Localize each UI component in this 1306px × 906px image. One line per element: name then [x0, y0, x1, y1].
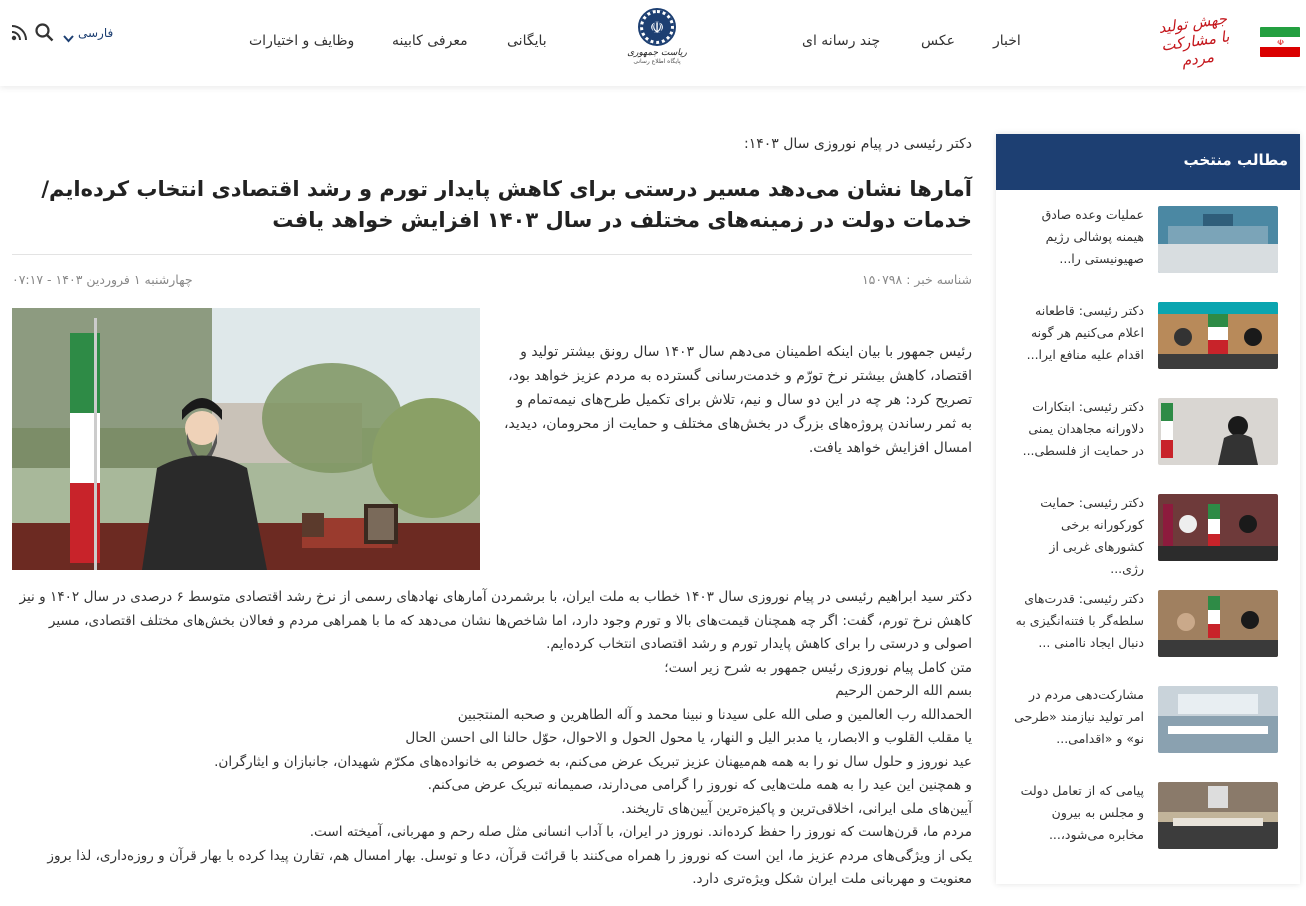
sidebar-item[interactable] — [1014, 590, 1300, 658]
divider — [12, 254, 972, 255]
featured-sidebar — [996, 134, 1300, 884]
sidebar-thumbnail[interactable] — [1158, 398, 1278, 465]
body-paragraph: عید نوروز و حلول سال نو را به همه هم‌میهنان عزیز تبریک عرض می‌کنم، به خصوص به خانواده‌های مکرّم شهیدان، جانبازان و ایثارگران. — [214, 753, 972, 770]
sidebar-item[interactable] — [1014, 302, 1300, 370]
body-paragraph: بسم الله الرحمن الرحیم — [835, 683, 972, 699]
body-paragraph: الحمدالله رب العالمین و صلی الله علی سیدنا و نبینا محمد و آله الطاهرین و صحبه المنتجبین — [457, 706, 972, 723]
publish-date: چهارشنبه ۱ فروردین ۱۴۰۳ - ۰۷:۱۷ — [12, 272, 193, 287]
nav-duties[interactable]: وظایف و اختیارات — [249, 33, 355, 49]
emblem-icon: ☫ — [640, 10, 674, 44]
sidebar-item-text[interactable]: دکتر رئیسی: ابتکارات دلاورانه مجاهدان یمنی در حمایت از فلسطی... — [1022, 399, 1144, 458]
sidebar-item[interactable] — [1014, 686, 1300, 754]
sidebar-item-text[interactable]: دکتر رئیسی: قاطعانه اعلام می‌کنیم هر گونه اقدام علیه منافع ایرا... — [1026, 303, 1144, 362]
news-id: شناسه خبر : ۱۵۰۷۹۸ — [861, 272, 972, 287]
site-header — [0, 0, 1306, 86]
sidebar-thumbnail[interactable] — [1158, 686, 1278, 753]
search-icon[interactable] — [35, 23, 54, 46]
sidebar-item-text[interactable]: دکتر رئیسی: قدرت‌های سلطه‌گر با فتنه‌انگیزی به دنبال ایجاد ناامنی ... — [1015, 591, 1144, 650]
sidebar-item-text[interactable]: عملیات وعده صادق هیمنه پوشالی رژیم صهیونیستی را... — [1041, 207, 1144, 266]
emblem-title: ریاست جمهوری — [627, 48, 687, 58]
nav-archive[interactable]: بایگانی — [507, 33, 547, 49]
sidebar-thumbnail[interactable] — [1158, 302, 1278, 369]
sidebar-item[interactable] — [1014, 494, 1300, 576]
body-paragraph: مردم ما، قرن‌هاست که نوروز را حفظ کرده‌اند. نوروز در ایران، با آداب انسانی مثل صله رحم و مهربانی، آمیخته است. — [309, 824, 972, 840]
body-paragraph: یا مقلب القلوب و الابصار، یا مدبر الیل و النهار، یا محول الحول و الاحوال، حوّل حالنا الی احسن الحال — [405, 730, 972, 746]
body-paragraph: یکی از ویژگی‌های مردم عزیز ما، این است که نوروز را همراه می‌کنند با قرائت قرآن، دعا و توسل. بهار امسال هم، تقارن پیدا کرده با بهار قرآن و روزه‌داری، لذا بروز معنویت و مهربانی ملت ایران شکل ویژه‌تری دارد. — [47, 847, 972, 887]
sidebar-thumbnail[interactable] — [1158, 782, 1278, 849]
language-selector[interactable]: فارسی — [78, 26, 114, 40]
slogan-logo[interactable]: جهش تولید با مشارکت مردم — [1157, 9, 1231, 71]
presidency-emblem-logo[interactable] — [627, 10, 687, 78]
sidebar-thumbnail[interactable] — [1158, 494, 1278, 561]
body-paragraph: آیین‌های ملی ایرانی، اخلاقی‌ترین و پاکیزه‌ترین آیین‌های تاریخند. — [621, 800, 972, 817]
nav-photos[interactable]: عکس — [921, 33, 955, 49]
body-paragraph: و همچنین این عید را به همه ملت‌هایی که نوروز را گرامی می‌دارند، صمیمانه تبریک عرض می‌کنم. — [427, 777, 972, 793]
chevron-down-icon[interactable] — [63, 28, 74, 47]
article-kicker: دکتر رئیسی در پیام نوروزی سال ۱۴۰۳: — [744, 136, 972, 152]
sidebar-item-text[interactable]: دکتر رئیسی: حمایت کورکورانه برخی کشورهای غربی از رژی... — [1040, 495, 1144, 576]
sidebar-title: مطالب منتخب — [996, 134, 1300, 190]
rss-icon[interactable] — [11, 24, 28, 45]
sidebar-item[interactable] — [1014, 206, 1300, 274]
article-title: آمارها نشان می‌دهد مسیر درستی برای کاهش پایدار تورم و رشد اقتصادی انتخاب کرده‌ایم/ خدمات دولت در زمینه‌های مختلف در سال ۱۴۰۳ افزایش خواهد یافت — [41, 177, 972, 232]
article-photo[interactable] — [12, 308, 480, 570]
sidebar-thumbnail[interactable] — [1158, 206, 1278, 273]
sidebar-item-text[interactable]: پیامی که از تعامل دولت و مجلس به بیرون مخابره می‌شود،... — [1020, 783, 1144, 842]
article-lead: رئیس جمهور با بیان اینکه اطمینان می‌دهم سال ۱۴۰۳ سال رونق بیشتر تولید و اقتصاد، کاهش بیشتر نرخ تورّم و خدمت‌رسانی گسترده به مردم عزیز خواهد بود، تصریح کرد: هر چه در این دو سال و نیم، تلاش برای تکمیل طرح‌های نیمه‌تمام و به ثمر رساندن پروژه‌های بزرگ در بخش‌های مختلف و حمایت از محرومان، دیدید، امسال افزایش خواهد یافت. — [504, 344, 972, 456]
article-body — [12, 586, 972, 892]
nav-cabinet[interactable]: معرفی کابینه — [392, 33, 468, 49]
nav-multimedia[interactable]: چند رسانه ای — [802, 33, 881, 49]
emblem-subtitle: پایگاه اطلاع رسانی — [633, 58, 681, 65]
nav-news[interactable]: اخبار — [993, 33, 1021, 49]
body-paragraph: متن کامل پیام نوروزی رئیس جمهور به شرح زیر است؛ — [664, 659, 972, 676]
sidebar-thumbnail[interactable] — [1158, 590, 1278, 657]
sidebar-item-text[interactable]: مشارکت‌دهی مردم در امر تولید نیازمند «طرحی نو» و «اقدامی... — [1014, 687, 1144, 746]
iran-flag-icon: ☫ — [1260, 27, 1300, 57]
sidebar-item[interactable] — [1014, 782, 1300, 850]
body-paragraph: دکتر سید ابراهیم رئیسی در پیام نوروزی سال ۱۴۰۳ خطاب به ملت ایران، با برشمردن آمارهای نهادهای رسمی از نرخ رشد اقتصادی متوسط ۶ درصدی در سال ۱۴۰۲ و نیز کاهش نرخ تورم، گفت: اگر چه همچنان قیمت‌های بالا و تورم وجود دارد، اما شاخص‌ها نشان می‌دهد که ما با همراهی مردم و فعالان بخش‌های مختلف اقتصادی، مسیر اصولی و درستی را برای کاهش پایدار تورم و رشد اقتصادی انتخاب کرده‌ایم. — [19, 589, 972, 652]
sidebar-item[interactable] — [1014, 398, 1300, 466]
